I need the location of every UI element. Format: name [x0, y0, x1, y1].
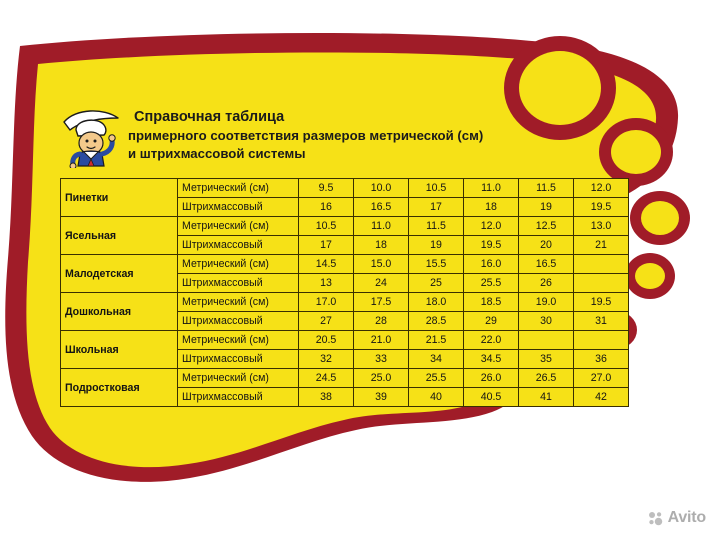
group-name-cell: Дошкольная	[61, 293, 178, 331]
value-cell: 11.5	[409, 217, 464, 236]
table-row	[61, 369, 629, 388]
value-cell: 16.0	[464, 255, 519, 274]
value-cell: 36	[574, 350, 629, 369]
value-cell: 21	[574, 236, 629, 255]
system-label-cell: Штрихмассовый	[178, 312, 299, 331]
value-cell: 32	[299, 350, 354, 369]
value-cell: 16	[299, 198, 354, 217]
value-cell: 10.5	[299, 217, 354, 236]
group-name-cell: Подростковая	[61, 369, 178, 407]
system-label-cell: Штрихмассовый	[178, 274, 299, 293]
value-cell: 10.0	[354, 179, 409, 198]
table-row	[61, 293, 629, 312]
value-cell: 19	[519, 198, 574, 217]
system-label-cell: Штрихмассовый	[178, 388, 299, 407]
value-cell: 22.0	[464, 331, 519, 350]
value-cell: 34	[409, 350, 464, 369]
table-row	[61, 179, 629, 198]
size-conversion-table	[60, 178, 629, 407]
value-cell: 17	[299, 236, 354, 255]
group-name-cell: Пинетки	[61, 179, 178, 217]
page-subtitle-line2: и штрихмассовой системы	[128, 146, 306, 162]
value-cell: 42	[574, 388, 629, 407]
value-cell: 40.5	[464, 388, 519, 407]
value-cell: 27	[299, 312, 354, 331]
avito-watermark	[648, 509, 706, 527]
value-cell	[519, 331, 574, 350]
group-name-cell: Ясельная	[61, 217, 178, 255]
value-cell: 12.5	[519, 217, 574, 236]
value-cell: 18.5	[464, 293, 519, 312]
value-cell: 19.5	[574, 198, 629, 217]
value-cell: 18	[464, 198, 519, 217]
system-label-cell: Штрихмассовый	[178, 350, 299, 369]
value-cell: 21.5	[409, 331, 464, 350]
value-cell: 28	[354, 312, 409, 331]
value-cell: 19	[409, 236, 464, 255]
value-cell: 34.5	[464, 350, 519, 369]
value-cell: 11.0	[464, 179, 519, 198]
value-cell: 25	[409, 274, 464, 293]
value-cell: 26.0	[464, 369, 519, 388]
value-cell: 25.5	[409, 369, 464, 388]
table-row	[61, 331, 629, 350]
value-cell: 19.5	[464, 236, 519, 255]
value-cell: 27.0	[574, 369, 629, 388]
group-name-cell: Школьная	[61, 331, 178, 369]
value-cell: 10.5	[409, 179, 464, 198]
value-cell: 31	[574, 312, 629, 331]
value-cell: 19.0	[519, 293, 574, 312]
value-cell: 30	[519, 312, 574, 331]
value-cell: 39	[354, 388, 409, 407]
value-cell: 38	[299, 388, 354, 407]
value-cell: 12.0	[574, 179, 629, 198]
value-cell: 21.0	[354, 331, 409, 350]
value-cell: 18	[354, 236, 409, 255]
value-cell: 40	[409, 388, 464, 407]
value-cell	[574, 331, 629, 350]
avito-watermark-label: Avito	[667, 509, 706, 526]
value-cell: 28.5	[409, 312, 464, 331]
value-cell	[574, 255, 629, 274]
value-cell: 17.5	[354, 293, 409, 312]
value-cell: 16.5	[519, 255, 574, 274]
value-cell: 16.5	[354, 198, 409, 217]
value-cell: 24	[354, 274, 409, 293]
value-cell: 9.5	[299, 179, 354, 198]
avito-logo-icon	[648, 511, 663, 526]
value-cell: 14.5	[299, 255, 354, 274]
system-label-cell: Метрический (см)	[178, 369, 299, 388]
poster-heading	[60, 104, 600, 168]
system-label-cell: Метрический (см)	[178, 331, 299, 350]
system-label-cell: Метрический (см)	[178, 179, 299, 198]
value-cell: 12.0	[464, 217, 519, 236]
page-title: Справочная таблица	[134, 109, 285, 125]
system-label-cell: Штрихмассовый	[178, 198, 299, 217]
value-cell: 17	[409, 198, 464, 217]
value-cell: 25.0	[354, 369, 409, 388]
value-cell: 13.0	[574, 217, 629, 236]
value-cell: 11.5	[519, 179, 574, 198]
value-cell: 20.5	[299, 331, 354, 350]
value-cell: 18.0	[409, 293, 464, 312]
value-cell: 26.5	[519, 369, 574, 388]
value-cell	[574, 274, 629, 293]
value-cell: 15.5	[409, 255, 464, 274]
value-cell: 29	[464, 312, 519, 331]
table-row	[61, 255, 629, 274]
system-label-cell: Метрический (см)	[178, 293, 299, 312]
value-cell: 24.5	[299, 369, 354, 388]
value-cell: 25.5	[464, 274, 519, 293]
value-cell: 41	[519, 388, 574, 407]
value-cell: 20	[519, 236, 574, 255]
value-cell: 15.0	[354, 255, 409, 274]
value-cell: 17.0	[299, 293, 354, 312]
group-name-cell: Малодетская	[61, 255, 178, 293]
value-cell: 35	[519, 350, 574, 369]
system-label-cell: Метрический (см)	[178, 217, 299, 236]
value-cell: 19.5	[574, 293, 629, 312]
value-cell: 26	[519, 274, 574, 293]
system-label-cell: Штрихмассовый	[178, 236, 299, 255]
sailor-boy-mascot-icon	[60, 106, 122, 168]
system-label-cell: Метрический (см)	[178, 255, 299, 274]
heading-text-block	[128, 104, 483, 162]
value-cell: 13	[299, 274, 354, 293]
table-row	[61, 217, 629, 236]
value-cell: 11.0	[354, 217, 409, 236]
page-subtitle-line1: примерного соответствия размеров метрической (см)	[128, 128, 484, 144]
value-cell: 33	[354, 350, 409, 369]
poster-content	[60, 104, 612, 407]
